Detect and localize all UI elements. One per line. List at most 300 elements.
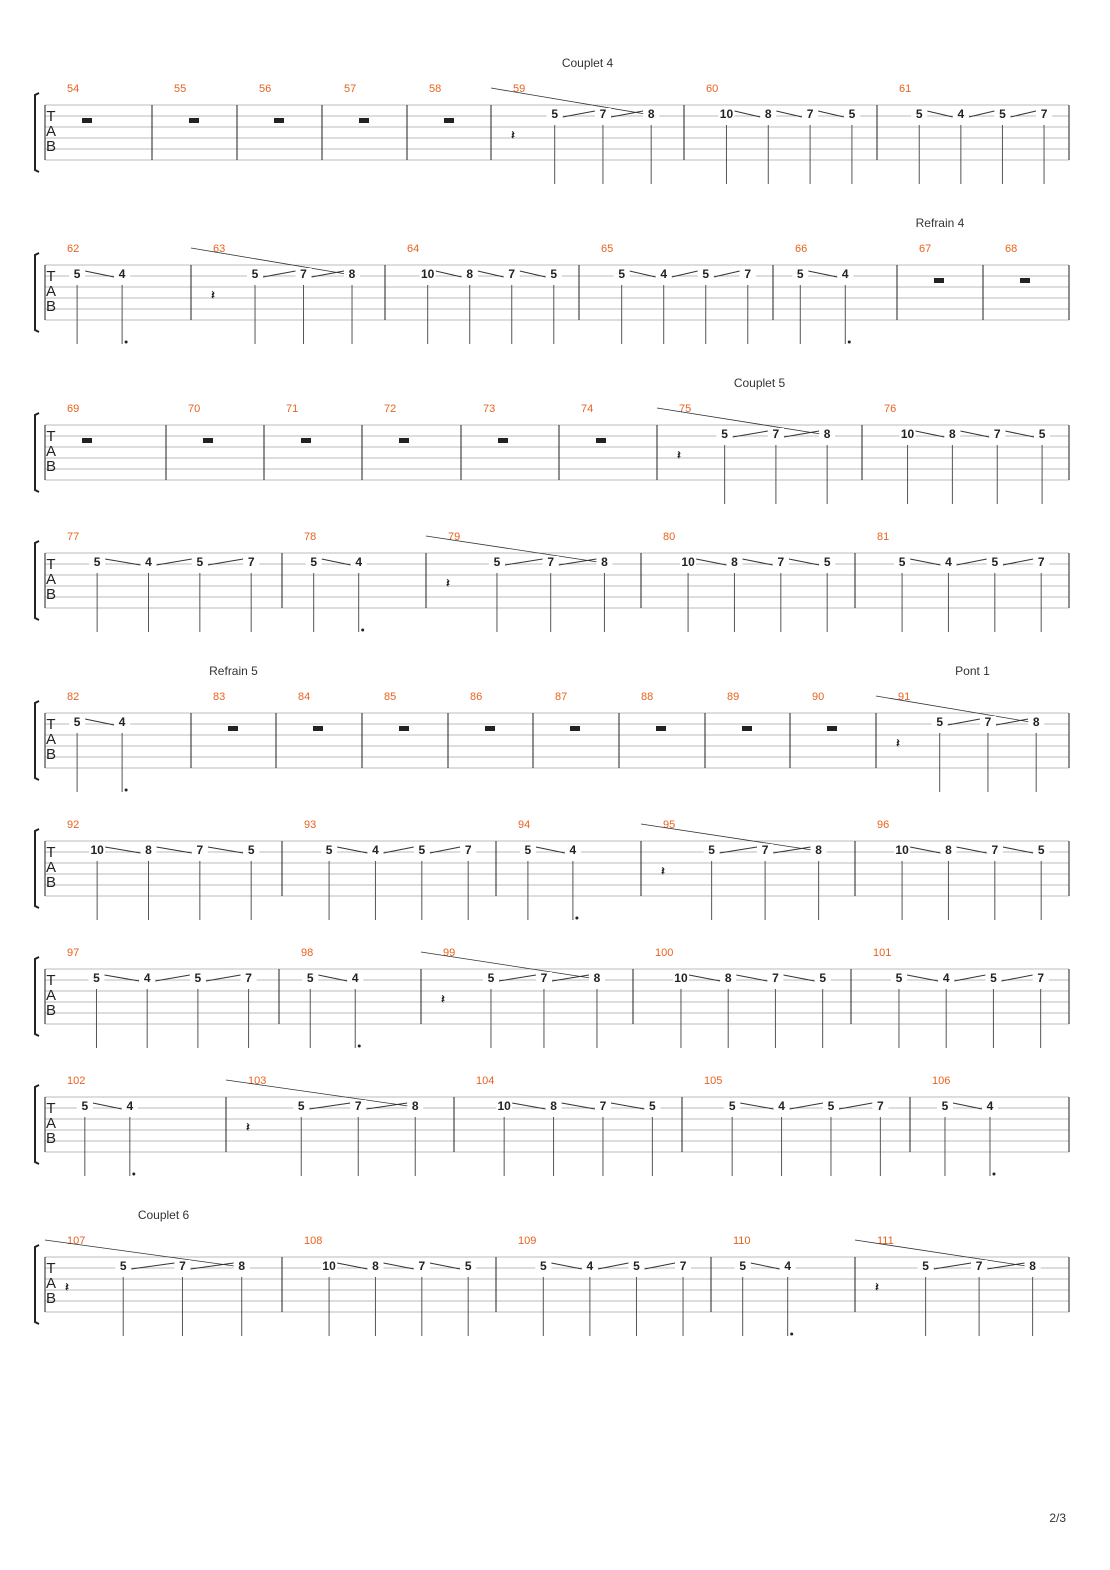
fret-number: 8	[372, 1259, 379, 1273]
fret-number: 5	[493, 555, 501, 569]
fret-number: 10	[681, 555, 695, 569]
bar-number: 91	[898, 691, 911, 703]
half-rest	[189, 118, 199, 123]
tab-clef-letter: T	[46, 556, 56, 573]
bar-number: 88	[641, 691, 654, 703]
bar-number: 60	[706, 83, 719, 95]
measure	[876, 691, 1044, 792]
tab-clef-letter: T	[46, 1260, 56, 1277]
bar-number: 110	[733, 1235, 751, 1247]
fret-number: 4	[118, 267, 126, 281]
fret-number: 7	[418, 1259, 426, 1273]
quarter-rest: 𝄽	[446, 576, 450, 590]
slur-line	[641, 824, 819, 851]
measure	[476, 1075, 660, 1176]
fret-number: 7	[245, 971, 252, 985]
tab-clef-letter: A	[45, 987, 57, 1004]
measure	[67, 691, 130, 792]
half-rest	[313, 726, 323, 731]
measure	[67, 243, 130, 344]
fret-number: 7	[772, 427, 780, 441]
measure	[304, 1235, 476, 1336]
tab-clef-letter: B	[45, 1130, 57, 1147]
bar-number: 73	[483, 403, 496, 415]
half-rest	[934, 278, 944, 283]
fret-number: 8	[466, 267, 474, 281]
fret-number: 5	[251, 267, 259, 281]
fret-number: 4	[942, 971, 950, 985]
bar-number: 80	[663, 531, 676, 543]
fret-number: 8	[815, 843, 822, 857]
fret-number: 10	[900, 427, 915, 441]
bar-number: 79	[448, 531, 461, 543]
fret-number: 5	[898, 555, 906, 569]
bar-number: 77	[67, 531, 80, 543]
measure	[727, 691, 752, 731]
fret-number: 7	[464, 843, 472, 857]
half-rest	[570, 726, 580, 731]
measure	[641, 819, 827, 920]
fret-number: 8	[1032, 715, 1040, 729]
fret-number: 8	[647, 107, 655, 121]
system-bracket	[35, 829, 39, 908]
fret-number: 5	[550, 267, 558, 281]
fret-number: 5	[551, 107, 559, 121]
measure	[470, 691, 495, 731]
bar-number: 101	[873, 947, 892, 959]
bar-number: 67	[919, 243, 932, 255]
section-label: Couplet 5	[733, 376, 786, 390]
fret-number: 7	[1040, 107, 1048, 121]
bar-number: 69	[67, 403, 80, 415]
bar-number: 100	[655, 947, 674, 959]
staff-system	[35, 947, 1069, 1048]
half-rest	[203, 438, 213, 443]
fret-number: 5	[848, 107, 856, 121]
tab-clef-letter: A	[45, 1115, 57, 1132]
fret-number: 7	[984, 715, 992, 729]
dotted-note	[992, 1173, 995, 1176]
fret-number: 7	[877, 1099, 884, 1113]
section-label: Couplet 4	[561, 56, 614, 70]
slur-line	[855, 1240, 1033, 1267]
fret-number: 10	[90, 843, 104, 857]
measure	[421, 947, 605, 1048]
dotted-note	[575, 917, 578, 920]
dotted-note	[361, 629, 364, 632]
staff-system	[35, 216, 1069, 344]
fret-number: 7	[777, 555, 785, 569]
fret-number: 5	[196, 555, 204, 569]
bar-number: 63	[213, 243, 226, 255]
slur-line	[426, 536, 604, 563]
tab-clef-letter: B	[45, 458, 57, 475]
fret-number: 5	[922, 1259, 929, 1273]
measure	[518, 1235, 691, 1336]
bar-number: 78	[304, 531, 317, 543]
measure	[213, 691, 238, 731]
measure	[259, 83, 284, 123]
fret-number: 5	[796, 267, 804, 281]
fret-number: 5	[524, 843, 532, 857]
bar-number: 99	[443, 947, 456, 959]
fret-number: 7	[772, 971, 779, 985]
bar-number: 66	[795, 243, 808, 255]
fret-number: 7	[599, 107, 607, 121]
system-bracket	[35, 253, 39, 332]
measure	[855, 1235, 1041, 1336]
dotted-note	[358, 1045, 361, 1048]
bar-number: 76	[884, 403, 897, 415]
fret-number: 5	[991, 555, 999, 569]
quarter-rest: 𝄽	[511, 128, 515, 142]
bar-number: 83	[213, 691, 226, 703]
tab-clef-letter: A	[45, 859, 57, 876]
measure	[304, 819, 476, 920]
section-label: Refrain 4	[915, 216, 965, 230]
fret-number: 5	[73, 715, 81, 729]
bar-number: 64	[407, 243, 420, 255]
slur-line	[421, 952, 597, 979]
fret-number: 8	[411, 1099, 419, 1113]
measure	[792, 243, 853, 344]
fret-number: 5	[487, 971, 495, 985]
system-bracket	[35, 957, 39, 1036]
bar-number: 75	[679, 403, 692, 415]
fret-number: 5	[93, 971, 100, 985]
fret-number: 5	[819, 971, 827, 985]
bar-number: 86	[470, 691, 483, 703]
quarter-rest: 𝄽	[211, 288, 215, 302]
section-label: Pont 1	[955, 664, 990, 678]
bar-number: 106	[932, 1075, 951, 1087]
bar-number: 59	[513, 83, 526, 95]
measure	[407, 243, 562, 344]
measure	[67, 83, 92, 123]
fret-number: 4	[145, 555, 152, 569]
section-label: Couplet 6	[137, 1208, 190, 1222]
fret-number: 8	[945, 843, 952, 857]
tab-clef-letter: T	[46, 716, 56, 733]
measure	[657, 403, 835, 504]
quarter-rest: 𝄽	[875, 1280, 879, 1294]
fret-number: 5	[418, 843, 426, 857]
bar-number: 70	[188, 403, 201, 415]
fret-number: 5	[895, 971, 903, 985]
system-bracket	[35, 93, 39, 172]
fret-number: 4	[986, 1099, 994, 1113]
half-rest	[656, 726, 666, 731]
tab-clef-letter: B	[45, 138, 57, 155]
measure	[884, 403, 1050, 504]
fret-number: 5	[721, 427, 728, 441]
tab-clef-letter: A	[45, 1275, 57, 1292]
fret-number: 7	[806, 107, 814, 121]
fret-number: 5	[306, 971, 314, 985]
fret-number: 4	[569, 843, 577, 857]
fret-number: 5	[936, 715, 944, 729]
system-bracket	[35, 1245, 39, 1324]
bar-number: 72	[384, 403, 397, 415]
tab-clef-letter: B	[45, 298, 57, 315]
measure	[226, 1075, 423, 1176]
dotted-note	[848, 341, 851, 344]
bar-number: 71	[286, 403, 299, 415]
measure	[581, 403, 606, 443]
staff-system	[35, 1075, 1069, 1176]
fret-number: 8	[593, 971, 601, 985]
tab-clef-letter: T	[46, 844, 56, 861]
half-rest	[399, 726, 409, 731]
measure	[301, 947, 363, 1048]
measure	[919, 243, 944, 283]
bar-number: 57	[344, 83, 357, 95]
fret-number: 4	[660, 267, 668, 281]
page-number: 2/3	[1049, 1511, 1066, 1525]
fret-number: 10	[674, 971, 688, 985]
staff-system	[35, 819, 1069, 920]
tab-clef-letter: T	[46, 428, 56, 445]
fret-number: 7	[744, 267, 752, 281]
half-rest	[742, 726, 752, 731]
fret-number: 7	[993, 427, 1001, 441]
bar-number: 108	[304, 1235, 323, 1247]
half-rest	[359, 118, 369, 123]
bar-number: 94	[518, 819, 531, 831]
bar-number: 74	[581, 403, 594, 415]
measure	[191, 243, 360, 344]
fret-number: 7	[300, 267, 307, 281]
dotted-note	[125, 341, 128, 344]
tab-clef-letter: B	[45, 1290, 57, 1307]
fret-number: 5	[990, 971, 997, 985]
measure	[298, 691, 323, 731]
fret-number: 5	[93, 555, 101, 569]
fret-number: 7	[547, 555, 555, 569]
fret-number: 7	[761, 843, 769, 857]
tab-clef-letter: A	[45, 283, 57, 300]
tab-clef-letter: B	[45, 746, 57, 763]
measure	[426, 531, 612, 632]
fret-number: 7	[179, 1259, 186, 1273]
measure	[286, 403, 311, 443]
staff-system	[35, 1208, 1069, 1336]
fret-number: 7	[1037, 555, 1045, 569]
fret-number: 7	[1037, 971, 1045, 985]
fret-number: 5	[728, 1099, 736, 1113]
slur-line	[876, 696, 1036, 723]
slur-line	[191, 248, 352, 275]
fret-number: 4	[841, 267, 849, 281]
fret-number: 5	[464, 1259, 472, 1273]
measure	[188, 403, 213, 443]
fret-number: 4	[143, 971, 151, 985]
bar-number: 111	[877, 1235, 894, 1247]
fret-number: 4	[945, 555, 952, 569]
fret-number: 7	[599, 1099, 607, 1113]
half-rest	[301, 438, 311, 443]
staff-system	[35, 376, 1069, 504]
bar-number: 89	[727, 691, 740, 703]
fret-number: 4	[957, 107, 965, 121]
fret-number: 5	[941, 1099, 949, 1113]
fret-number: 10	[719, 107, 734, 121]
fret-number: 4	[351, 971, 359, 985]
bar-number: 84	[298, 691, 311, 703]
half-rest	[485, 726, 495, 731]
tab-clef-letter: A	[45, 123, 57, 140]
tab-clef-letter: T	[46, 972, 56, 989]
bar-number: 82	[67, 691, 80, 703]
half-rest	[82, 118, 92, 123]
system-bracket	[35, 1085, 39, 1164]
bar-number: 65	[601, 243, 614, 255]
fret-number: 5	[297, 1099, 305, 1113]
fret-number: 8	[949, 427, 956, 441]
bar-number: 93	[304, 819, 317, 831]
system-bracket	[35, 413, 39, 492]
fret-number: 4	[778, 1099, 785, 1113]
measure	[873, 947, 1049, 1048]
half-rest	[399, 438, 409, 443]
fret-number: 10	[895, 843, 909, 857]
tab-clef-letter: T	[46, 1100, 56, 1117]
bar-number: 62	[67, 243, 80, 255]
fret-number: 5	[827, 1099, 835, 1113]
fret-number: 4	[784, 1259, 792, 1273]
fret-number: 4	[118, 715, 126, 729]
fret-number: 8	[823, 427, 831, 441]
measure	[704, 1075, 888, 1176]
bar-number: 87	[555, 691, 568, 703]
bar-number: 90	[812, 691, 825, 703]
fret-number: 5	[633, 1259, 640, 1273]
bar-number: 107	[67, 1235, 86, 1247]
fret-number: 5	[708, 843, 715, 857]
fret-number: 7	[196, 843, 204, 857]
slur-line	[226, 1080, 415, 1107]
fret-number: 8	[601, 555, 608, 569]
fret-number: 8	[724, 971, 732, 985]
bar-number: 96	[877, 819, 890, 831]
measure	[877, 531, 1049, 632]
fret-number: 7	[354, 1099, 362, 1113]
bar-number: 68	[1005, 243, 1018, 255]
fret-number: 5	[1037, 843, 1045, 857]
half-rest	[228, 726, 238, 731]
measure	[174, 83, 199, 123]
fret-number: 8	[550, 1099, 557, 1113]
tab-clef-letter: A	[45, 443, 57, 460]
tab-clef-letter: T	[46, 268, 56, 285]
bar-number: 109	[518, 1235, 537, 1247]
tab-clef-letter: T	[46, 108, 56, 125]
measure	[45, 1235, 250, 1336]
fret-number: 5	[539, 1259, 547, 1273]
measure	[67, 947, 257, 1048]
fret-number: 5	[1038, 427, 1046, 441]
slur-line	[657, 408, 827, 435]
measure	[67, 531, 259, 632]
measure	[733, 1235, 796, 1336]
half-rest	[596, 438, 606, 443]
measure	[67, 819, 259, 920]
half-rest	[827, 726, 837, 731]
measure	[304, 531, 367, 632]
tab-clef-letter: B	[45, 874, 57, 891]
measure	[663, 531, 835, 632]
measure	[706, 83, 860, 184]
fret-number: 5	[618, 267, 626, 281]
measure	[384, 403, 409, 443]
measure	[655, 947, 831, 1048]
measure	[429, 83, 454, 123]
measure	[812, 691, 837, 731]
staff-system	[35, 56, 1069, 184]
fret-number: 5	[649, 1099, 656, 1113]
bar-number: 92	[67, 819, 80, 831]
fret-number: 5	[194, 971, 202, 985]
fret-number: 7	[991, 843, 999, 857]
measure	[384, 691, 409, 731]
fret-number: 5	[823, 555, 831, 569]
bar-number: 58	[429, 83, 442, 95]
bar-number: 103	[248, 1075, 267, 1087]
fret-number: 5	[702, 267, 710, 281]
fret-number: 4	[126, 1099, 134, 1113]
fret-number: 5	[247, 843, 255, 857]
fret-number: 7	[975, 1259, 983, 1273]
quarter-rest: 𝄽	[677, 448, 681, 462]
fret-number: 7	[508, 267, 516, 281]
measure	[877, 819, 1049, 920]
fret-number: 4	[372, 843, 379, 857]
fret-number: 5	[739, 1259, 747, 1273]
measure	[641, 691, 666, 731]
fret-number: 8	[764, 107, 772, 121]
fret-number: 7	[540, 971, 548, 985]
tab-clef-letter: A	[45, 571, 57, 588]
fret-number: 5	[999, 107, 1006, 121]
slur-line	[491, 88, 651, 115]
fret-number: 5	[81, 1099, 89, 1113]
fret-number: 10	[322, 1259, 336, 1273]
dotted-note	[790, 1333, 793, 1336]
fret-number: 5	[310, 555, 318, 569]
half-rest	[82, 438, 92, 443]
measure	[1005, 243, 1030, 283]
bar-number: 81	[877, 531, 890, 543]
dotted-note	[125, 789, 128, 792]
measure	[932, 1075, 998, 1176]
bar-number: 55	[174, 83, 187, 95]
staff-system	[35, 531, 1069, 632]
bar-number: 95	[663, 819, 676, 831]
quarter-rest: 𝄽	[65, 1280, 69, 1294]
bar-number: 102	[67, 1075, 86, 1087]
staff-system	[35, 664, 1069, 792]
fret-number: 8	[145, 843, 152, 857]
fret-number: 10	[497, 1099, 511, 1113]
dotted-note	[132, 1173, 135, 1176]
tab-clef-letter: B	[45, 1002, 57, 1019]
bar-number: 98	[301, 947, 314, 959]
fret-number: 8	[1029, 1259, 1036, 1273]
fret-number: 7	[679, 1259, 687, 1273]
section-label: Refrain 5	[209, 664, 258, 678]
tab-clef-letter: B	[45, 586, 57, 603]
quarter-rest: 𝄽	[441, 992, 445, 1006]
